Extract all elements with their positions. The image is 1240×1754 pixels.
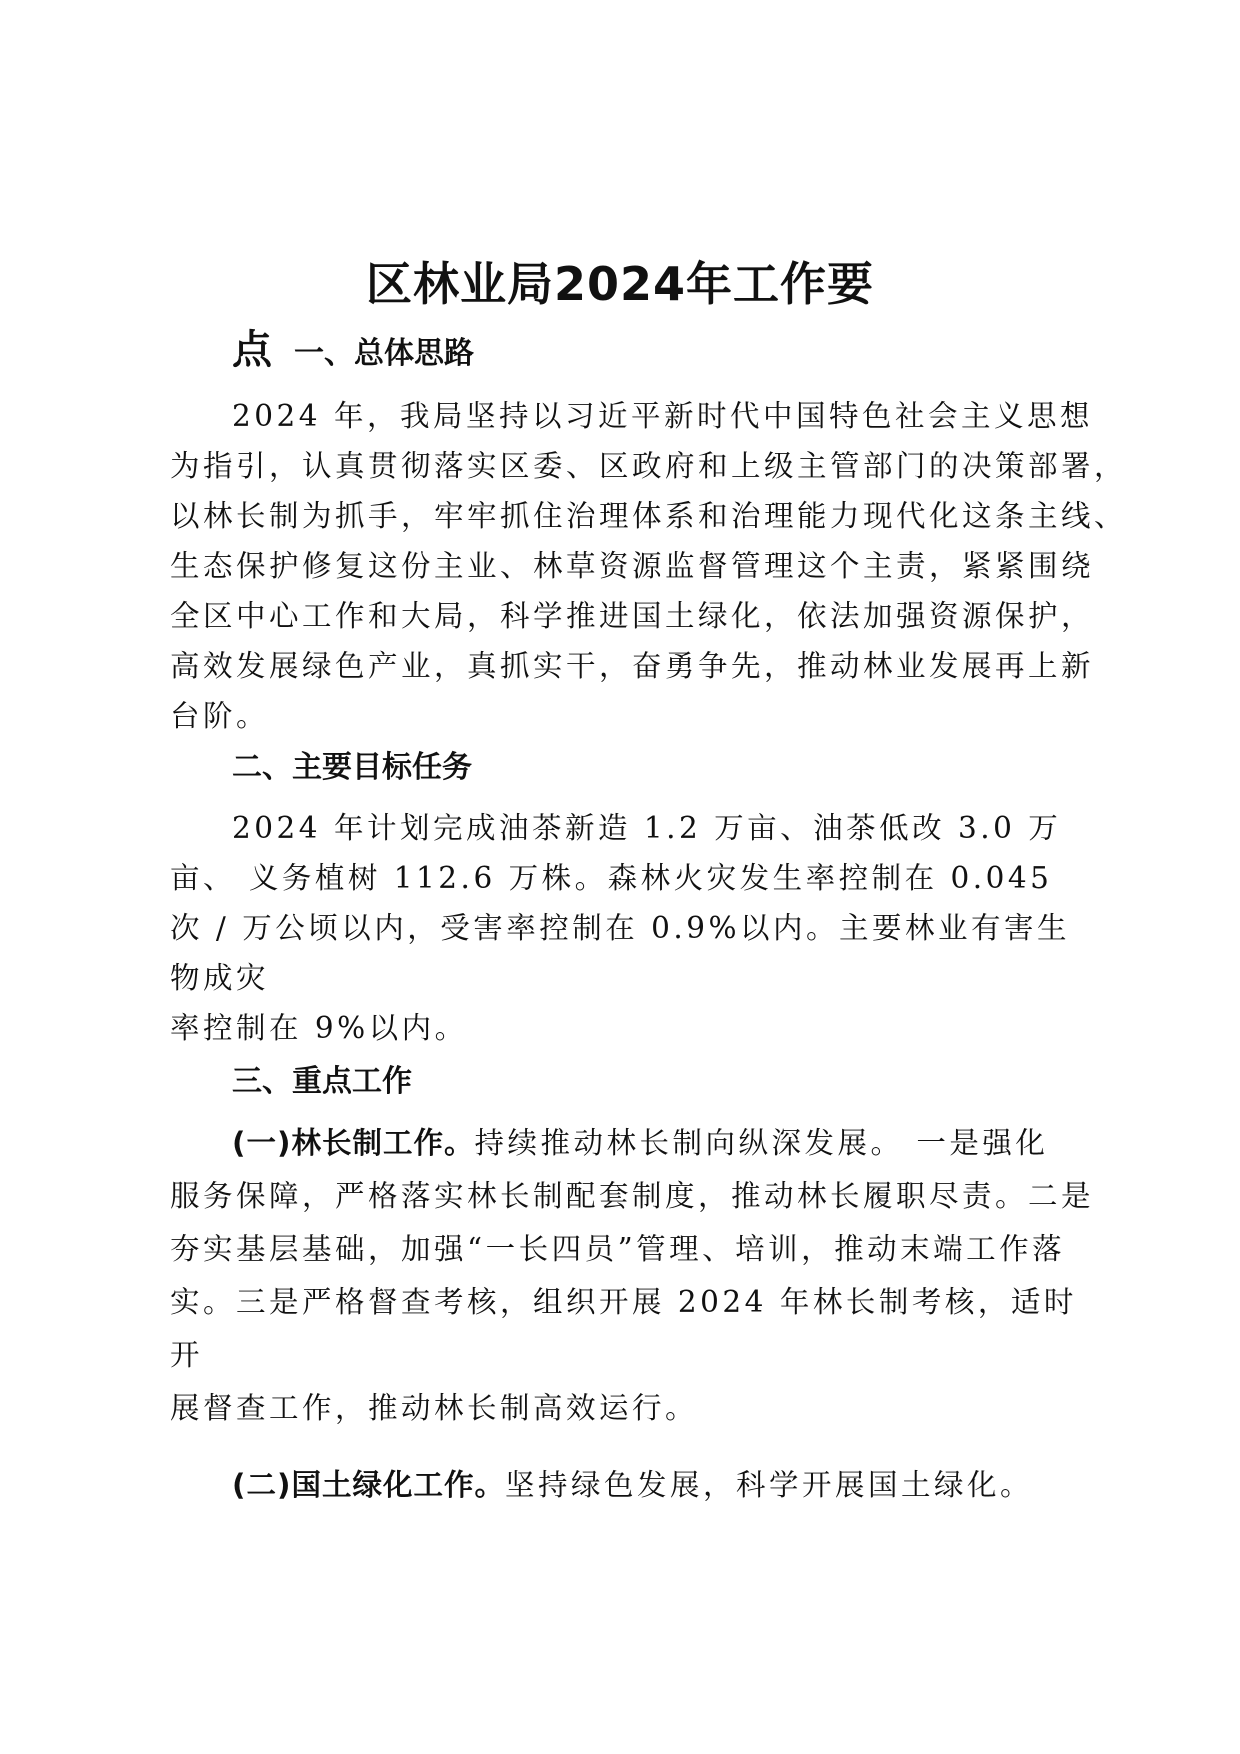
section-3-paragraph-2: [170, 1460, 1090, 1510]
section-heading-1: 一、总体思路: [294, 336, 474, 371]
title-and-heading-line: [232, 318, 474, 375]
paragraph-line: 次 / 万公顷以内，受害率控制在 0.9%以内。主要林业有害生: [170, 911, 1071, 945]
paragraph-line: [170, 1460, 1090, 1510]
paragraph-line: 服务保障，严格落实林长制配套制度，推动林长履职尽责。二是: [170, 1179, 1095, 1213]
paragraph-lead: (二)国土绿化工作。: [232, 1468, 505, 1502]
document-title-continuation: 点: [232, 327, 272, 373]
section-2-paragraph: [170, 803, 1090, 1053]
paragraph-line: 率控制在 9%以内。: [170, 1011, 468, 1045]
paragraph-line: 夯实基层基础，加强“一长四员”管理、培训，推动末端工作落: [170, 1232, 1066, 1266]
section-heading-3: 三、重点工作: [232, 1064, 412, 1099]
document-title: 区林业局2024年工作要: [365, 257, 875, 311]
paragraph-line: [170, 1117, 1090, 1170]
section-3-paragraph-1: [170, 1117, 1095, 1435]
paragraph-line: 生态保护修复这份主业、林草资源监督管理这个主责，紧紧围绕: [170, 549, 1095, 583]
paragraph-line: 台阶。: [170, 699, 270, 733]
paragraph-line: 实。三是严格督查考核，组织开展 2024 年林长制考核，适时: [170, 1285, 1077, 1319]
paragraph-line: 展督查工作，推动林长制高效运行。: [170, 1391, 699, 1425]
paragraph-text: 坚持绿色发展，科学开展国土绿化。: [504, 1468, 1033, 1502]
paragraph-line: 全区中心工作和大局，科学推进国土绿化，依法加强资源保护，: [170, 599, 1095, 633]
paragraph-line: 2024 年，我局坚持以习近平新时代中国特色社会主义思想: [232, 399, 1093, 433]
section-1-paragraph: [170, 391, 1128, 741]
paragraph-lead: (一)林长制工作。: [232, 1126, 475, 1160]
paragraph-line: 物成灾: [170, 961, 270, 995]
paragraph-line: 高效发展绿色产业，真抓实干，奋勇争先，推动林业发展再上新: [170, 649, 1095, 683]
paragraph-line: 为指引，认真贯彻落实区委、区政府和上级主管部门的决策部署，: [170, 449, 1128, 483]
paragraph-line: 开: [170, 1338, 204, 1372]
paragraph-text: 持续推动林长制向纵深发展。 一是强化: [474, 1126, 1049, 1160]
paragraph-line: 以林长制为抓手，牢牢抓住治理体系和治理能力现代化这条主线、: [170, 499, 1128, 533]
paragraph-line: 亩、 义务植树 112.6 万株。森林火灾发生率控制在 0.045: [170, 861, 1053, 895]
section-heading-2: 二、主要目标任务: [232, 750, 472, 785]
paragraph-line: 2024 年计划完成油茶新造 1.2 万亩、油茶低改 3.0 万: [232, 811, 1062, 845]
